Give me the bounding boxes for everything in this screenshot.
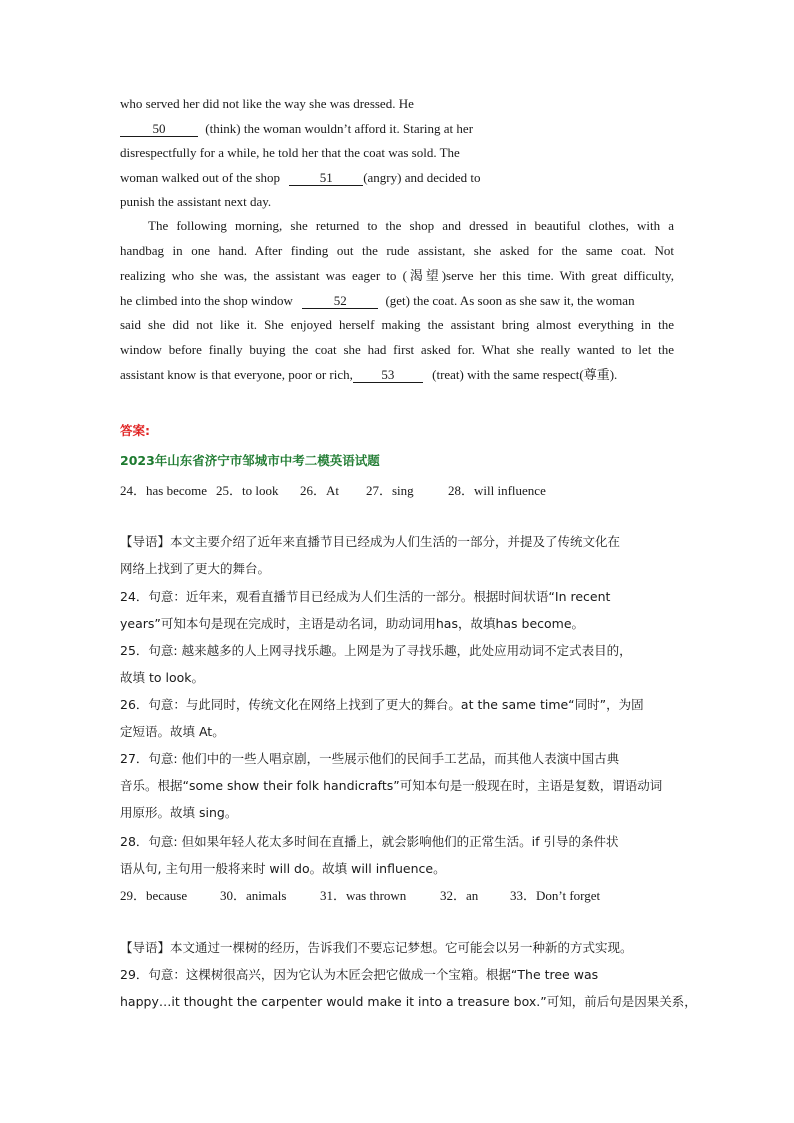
passage-text: assistant know is that everyone, poor or rich, — [120, 367, 353, 382]
passage-line: disrespectfully for a while, he told her that the coat was sold. The — [120, 145, 460, 160]
passage-text: (angry) and decided to — [363, 170, 481, 185]
blank-53: 53 — [353, 368, 423, 383]
passage-line: The following morning, she returned to the shop and dressed in beautiful clothes, with a — [148, 218, 674, 233]
answer-item: 26．At — [300, 483, 340, 498]
passage-line: window before finally buying the coat she had first asked for. What she really wanted to let the — [120, 342, 674, 357]
answer-item: 31．was thrown — [320, 888, 407, 903]
passage-text: (treat) with the same respect(尊重). — [432, 367, 618, 382]
explanation-q29: 29．句意：这棵树很高兴，因为它认为木匠会把它做成一个宝箱。根据“The tree was — [120, 967, 599, 982]
explanation-q27: 音乐。根据“some show their folk handicrafts”可知本句是一般现在时，主语是复数，谓语动词 — [120, 778, 663, 793]
answer-item: 28．will influence — [448, 483, 546, 498]
passage-line: punish the assistant next day. — [120, 194, 272, 209]
guide-text: 【导语】本文主要介绍了近年来直播节目已经成为人们生活的一部分，并提及了传统文化在 — [120, 534, 621, 549]
answer-item: 25．to look — [216, 483, 279, 498]
passage-line — [120, 170, 481, 186]
passage-line: realizing who she was, the assistant was eager to (渴望)serve her this time. With great difficulty, — [120, 268, 674, 283]
answer-item: 24．has become — [120, 483, 208, 498]
blank-52: 52 — [302, 294, 378, 309]
passage-line: who served her did not like the way she was dressed. He — [120, 96, 414, 111]
blank-51: 51 — [289, 171, 363, 186]
passage-line — [120, 121, 473, 137]
answer-item: 33．Don’t forget — [510, 888, 601, 903]
answer-item: 30．animals — [220, 888, 287, 903]
explanation-q24: 24．句意：近年来，观看直播节目已经成为人们生活的一部分。根据时间状语“In recent — [120, 589, 611, 604]
answer-item: 27．sing — [366, 483, 414, 498]
answer-item: 32．an — [440, 888, 479, 903]
explanation-q24: years”可知本句是现在完成时，主语是动名词，助动词用has，故填has become。 — [120, 616, 585, 631]
passage-text: (get) the coat. As soon as she saw it, the woman — [385, 293, 635, 308]
guide-text: 网络上找到了更大的舞台。 — [120, 561, 271, 576]
explanation-q29: happy…it thought the carpenter would make it into a treasure box.”可知，前后句是因果关系， — [120, 994, 697, 1009]
explanation-q27: 27．句意: 他们中的一些人唱京剧，一些展示他们的民间手工艺品，而其他人表演中国古典 — [120, 751, 620, 766]
explanation-q25: 25．句意: 越来越多的人上网寻找乐趣。上网是为了寻找乐趣，此处应用动词不定式表目的， — [120, 643, 632, 658]
exam-title: 2023年山东省济宁市邹城市中考二模英语试题 — [120, 453, 380, 468]
answer-item: 29．because — [120, 888, 188, 903]
passage-text: woman walked out of the shop — [120, 170, 280, 185]
guide-text: 【导语】本文通过一棵树的经历，告诉我们不要忘记梦想。它可能会以另一种新的方式实现。 — [120, 940, 633, 955]
explanation-q26: 26．句意：与此同时，传统文化在网络上找到了更大的舞台。at the same time“同时”，为固 — [120, 697, 644, 712]
explanation-q26: 定短语。故填 At。 — [120, 724, 225, 739]
explanation-q25: 故填 to look。 — [120, 670, 205, 685]
answers-label: 答案: — [120, 423, 150, 438]
passage-text: (think) the woman wouldn’t afford it. Staring at her — [205, 121, 474, 136]
explanation-q28: 28．句意: 但如果年轻人花太多时间在直播上，就会影响他们的正常生活。if 引导的条件状 — [120, 834, 619, 849]
answer-key-row — [120, 888, 600, 904]
passage-line — [120, 367, 617, 383]
passage-text: he climbed into the shop window — [120, 293, 293, 308]
passage-line — [120, 293, 674, 309]
answer-key-row — [120, 483, 546, 499]
blank-50: 50 — [120, 122, 198, 137]
explanation-q27: 用原形。故填 sing。 — [120, 805, 238, 820]
explanation-q28: 语从句, 主句用一般将来时 will do。故填 will influence。 — [120, 861, 446, 876]
passage-line: handbag in one hand. After finding out the rude assistant, she asked for the same coat. Not — [120, 243, 674, 258]
passage-line: said she did not like it. She enjoyed herself making the assistant bring almost everything in the — [120, 317, 674, 332]
